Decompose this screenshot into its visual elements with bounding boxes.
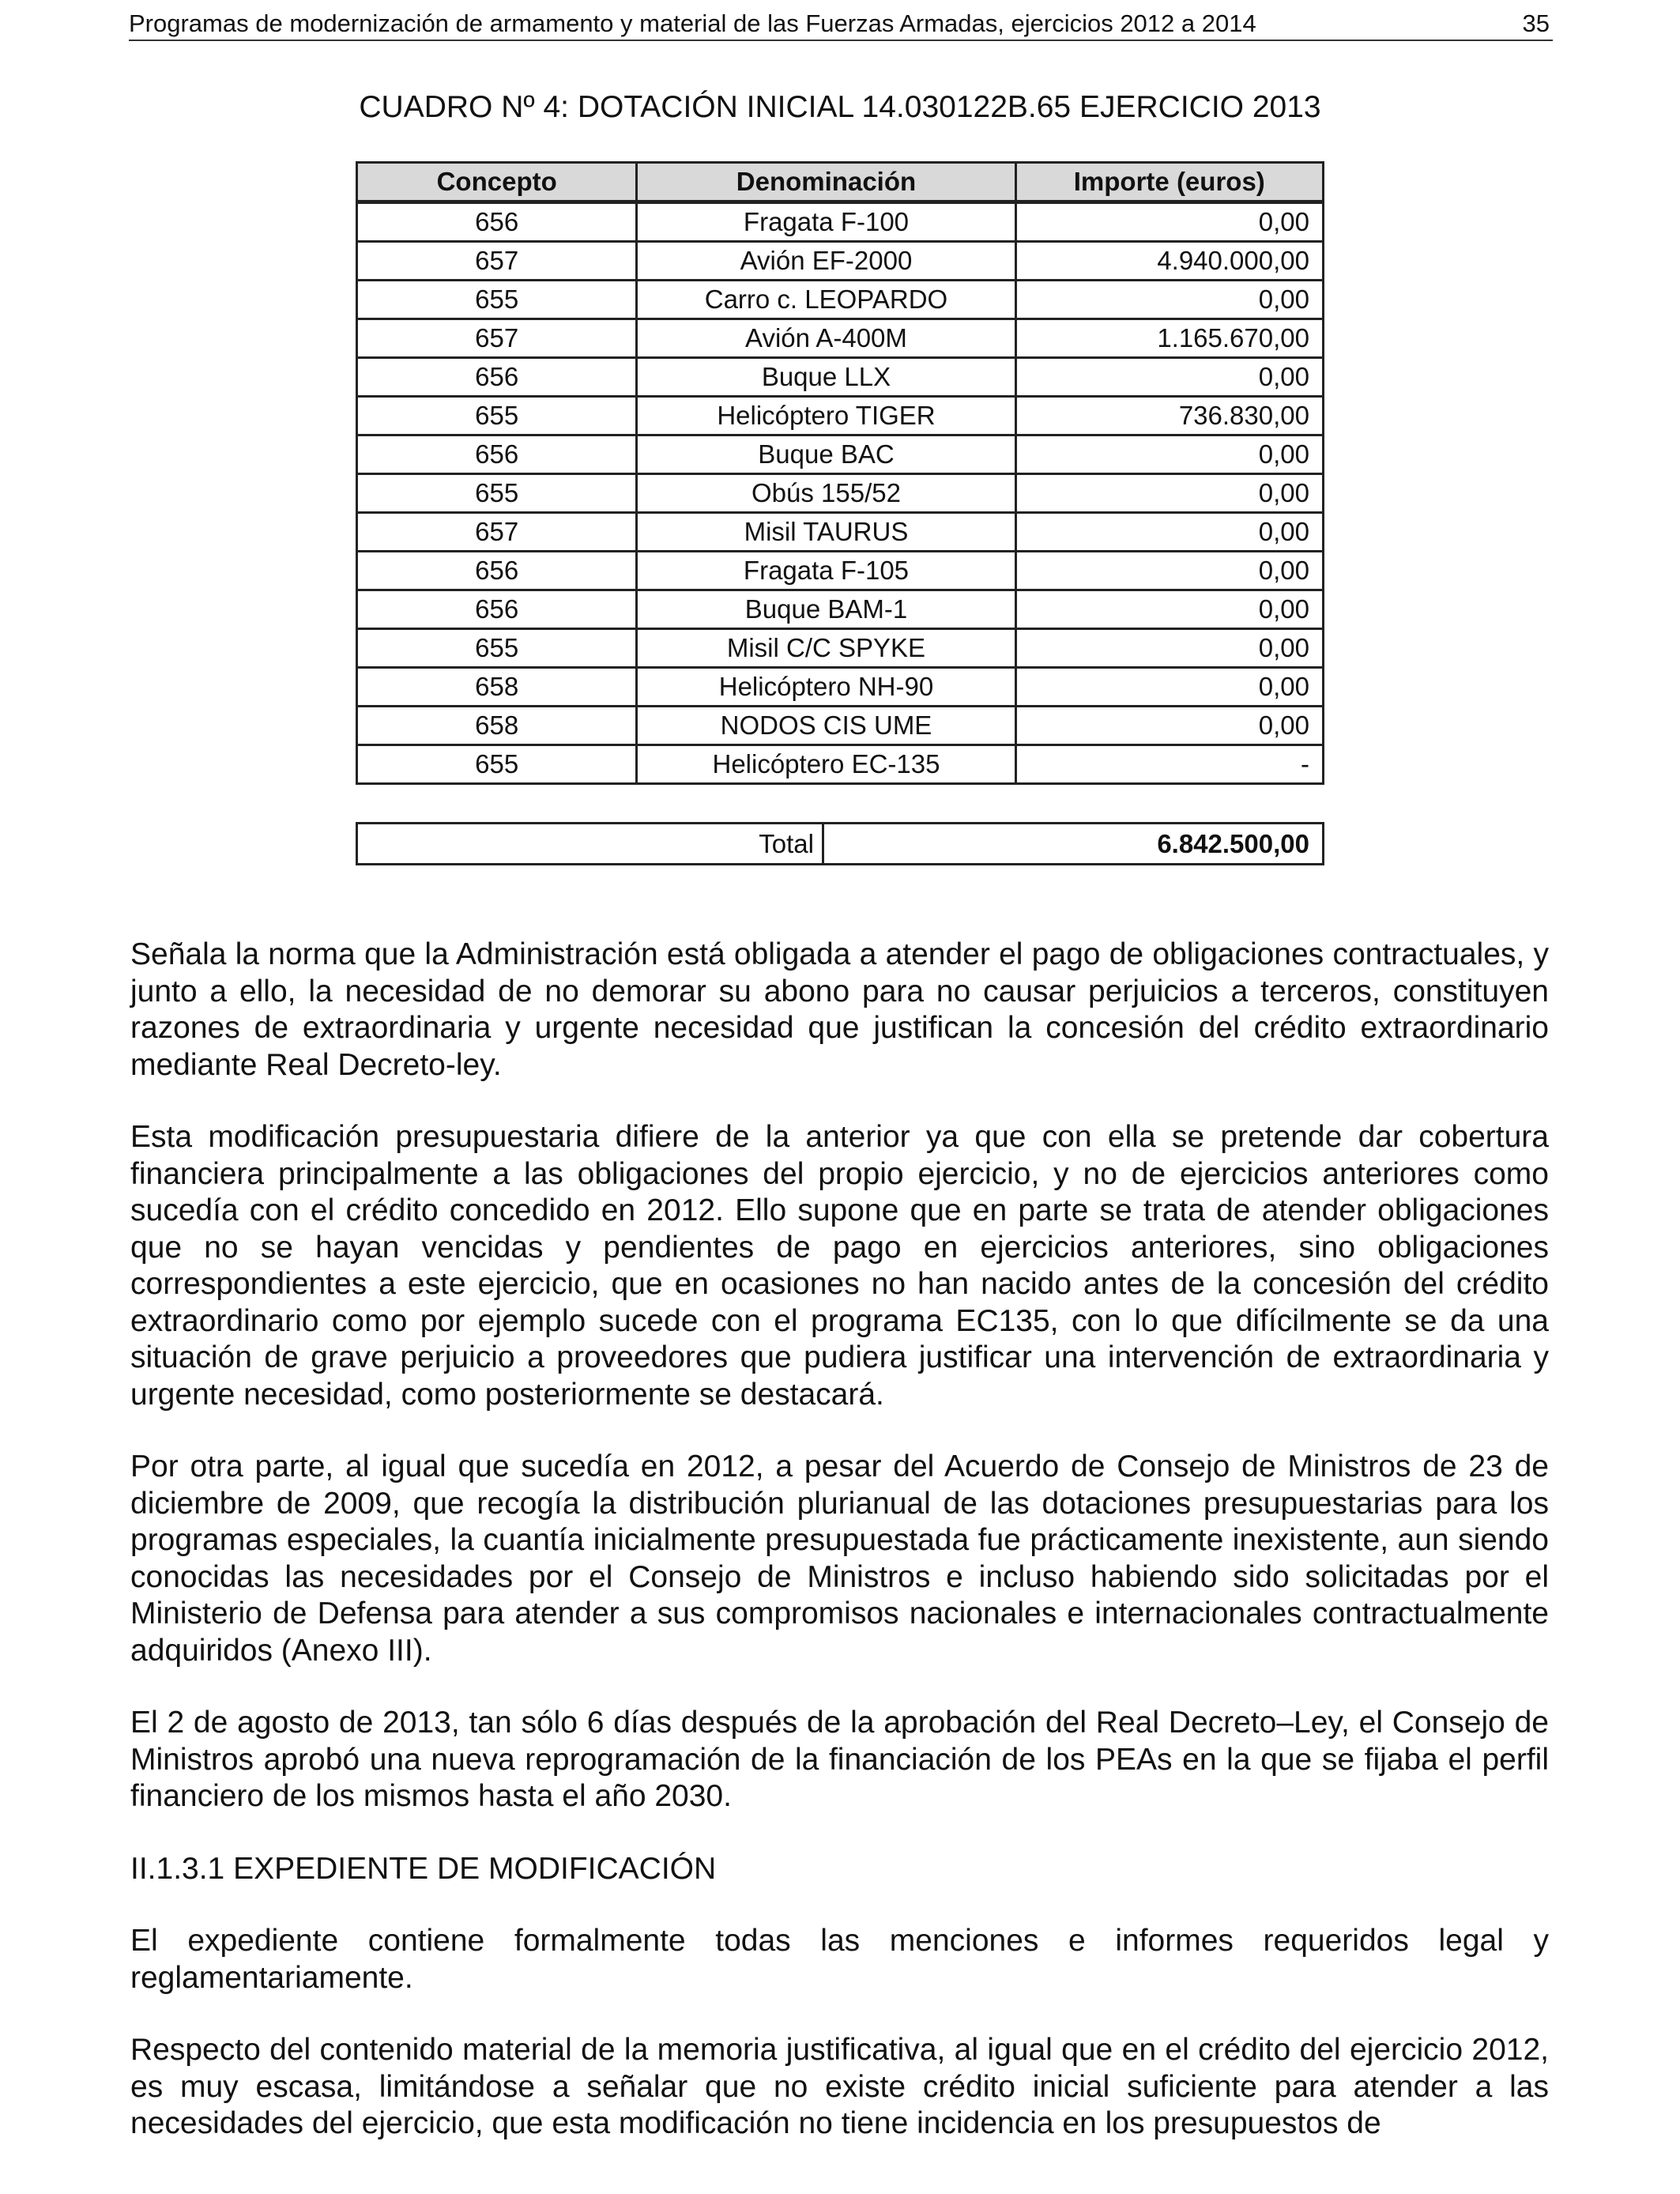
cell-concepto: 657 bbox=[357, 319, 637, 358]
cell-concepto: 656 bbox=[357, 202, 637, 242]
cell-importe: 0,00 bbox=[1015, 629, 1323, 668]
cell-importe: - bbox=[1015, 745, 1323, 784]
cell-importe: 0,00 bbox=[1015, 474, 1323, 513]
cell-denominacion: Helicóptero TIGER bbox=[637, 397, 1015, 435]
page-header bbox=[129, 8, 1553, 41]
header-title: Programas de modernización de armamento y material de las Fuerzas Armadas, ejercicios 2012 a 2014 bbox=[129, 9, 1256, 37]
cell-importe: 0,00 bbox=[1015, 513, 1323, 552]
column-header-importe: Importe (euros) bbox=[1015, 163, 1323, 202]
cell-denominacion: Obús 155/52 bbox=[637, 474, 1015, 513]
table-title: CUADRO Nº 4: DOTACIÓN INICIAL 14.030122B.65 EJERCICIO 2013 bbox=[359, 90, 1321, 124]
cell-concepto: 656 bbox=[357, 552, 637, 590]
total-row bbox=[356, 822, 1324, 865]
cell-denominacion: Buque BAM-1 bbox=[637, 590, 1015, 629]
cell-denominacion: Avión A-400M bbox=[637, 319, 1015, 358]
table-row bbox=[357, 513, 1324, 552]
table-row bbox=[357, 552, 1324, 590]
column-header-concepto: Concepto bbox=[357, 163, 637, 202]
table-row bbox=[357, 397, 1324, 435]
cell-importe: 0,00 bbox=[1015, 202, 1323, 242]
total-label: Total bbox=[358, 824, 824, 863]
cell-concepto: 655 bbox=[357, 474, 637, 513]
cell-denominacion: Misil TAURUS bbox=[637, 513, 1015, 552]
table-row bbox=[357, 281, 1324, 319]
table-row bbox=[357, 358, 1324, 397]
cell-denominacion: Misil C/C SPYKE bbox=[637, 629, 1015, 668]
document-body bbox=[130, 937, 1549, 2178]
cell-denominacion: Helicóptero NH-90 bbox=[637, 668, 1015, 707]
cell-concepto: 656 bbox=[357, 435, 637, 474]
cell-importe: 736.830,00 bbox=[1015, 397, 1323, 435]
cell-importe: 0,00 bbox=[1015, 358, 1323, 397]
cell-importe: 1.165.670,00 bbox=[1015, 319, 1323, 358]
cell-denominacion: NODOS CIS UME bbox=[637, 707, 1015, 745]
cell-denominacion: Buque BAC bbox=[637, 435, 1015, 474]
cell-concepto: 655 bbox=[357, 397, 637, 435]
table-row bbox=[357, 629, 1324, 668]
cell-concepto: 656 bbox=[357, 358, 637, 397]
cell-importe: 0,00 bbox=[1015, 281, 1323, 319]
section-heading: II.1.3.1 EXPEDIENTE DE MODIFICACIÓN bbox=[130, 1851, 717, 1886]
cell-denominacion: Fragata F-105 bbox=[637, 552, 1015, 590]
cell-concepto: 657 bbox=[357, 513, 637, 552]
paragraph: Respecto del contenido material de la memoria justificativa, al igual que en el crédito del ejercicio 2012, es muy escasa, limitándose a señalar que no existe crédito inicial suficiente para atender a las necesidades del ejercicio, que esta modificación no tiene incidencia en los presupuestos de bbox=[130, 2033, 1549, 2140]
table-row bbox=[357, 745, 1324, 784]
cell-concepto: 658 bbox=[357, 707, 637, 745]
table-row bbox=[357, 319, 1324, 358]
table-row bbox=[357, 474, 1324, 513]
total-value: 6.842.500,00 bbox=[1157, 829, 1309, 858]
cell-denominacion: Buque LLX bbox=[637, 358, 1015, 397]
cell-denominacion: Helicóptero EC-135 bbox=[637, 745, 1015, 784]
cell-concepto: 655 bbox=[357, 745, 637, 784]
column-header-denominacion: Denominación bbox=[637, 163, 1015, 202]
table-row bbox=[357, 590, 1324, 629]
page-number: 35 bbox=[1522, 9, 1550, 37]
table-row bbox=[357, 202, 1324, 242]
paragraph: El expediente contiene formalmente todas las menciones e informes requeridos legal y reglamentariamente. bbox=[130, 1924, 1549, 1995]
paragraph: Esta modificación presupuestaria difiere de la anterior ya que con ella se pretende dar cobertura financiera principalmente a las obligaciones del propio ejercicio, y no de ejercicios anteriores como sucedía con el crédito concedido en 2012. Ello supone que en parte se trata de atender obligaciones que no se hayan vencidas y pendientes de pago en ejercicios anteriores, sino obligaciones correspondientes a este ejercicio, que en ocasiones no han nacido antes de la concesión del crédito extraordinario como por ejemplo sucede con el programa EC135, con lo que difícilmente se da una situación de grave perjuicio a proveedores que pudiera justificar una intervención de extraordinaria y urgente necesidad, como posteriormente se destacará. bbox=[130, 1120, 1549, 1412]
cell-denominacion: Avión EF-2000 bbox=[637, 242, 1015, 281]
cell-importe: 0,00 bbox=[1015, 552, 1323, 590]
cell-concepto: 657 bbox=[357, 242, 637, 281]
paragraph: El 2 de agosto de 2013, tan sólo 6 días después de la aprobación del Real Decreto–Ley, el Consejo de Ministros aprobó una nueva reprogramación de la financiación de los PEAs en la que se fijaba el perfil financiero de los mismos hasta el año 2030. bbox=[130, 1706, 1549, 1813]
dotacion-table bbox=[356, 161, 1324, 785]
cell-concepto: 655 bbox=[357, 281, 637, 319]
paragraph: Señala la norma que la Administración está obligada a atender el pago de obligaciones contractuales, y junto a ello, la necesidad de no demorar su abono para no causar perjuicios a terceros, constituyen razones de extraordinaria y urgente necesidad que justifican la concesión del crédito extraordinario mediante Real Decreto-ley. bbox=[130, 937, 1549, 1082]
table-row bbox=[357, 242, 1324, 281]
cell-importe: 0,00 bbox=[1015, 435, 1323, 474]
cell-importe: 0,00 bbox=[1015, 668, 1323, 707]
cell-importe: 0,00 bbox=[1015, 707, 1323, 745]
cell-importe: 4.940.000,00 bbox=[1015, 242, 1323, 281]
cell-concepto: 656 bbox=[357, 590, 637, 629]
table-header-row bbox=[357, 163, 1324, 202]
cell-concepto: 655 bbox=[357, 629, 637, 668]
cell-denominacion: Carro c. LEOPARDO bbox=[637, 281, 1015, 319]
cell-denominacion: Fragata F-100 bbox=[637, 202, 1015, 242]
cell-concepto: 658 bbox=[357, 668, 637, 707]
cell-importe: 0,00 bbox=[1015, 590, 1323, 629]
table-row bbox=[357, 668, 1324, 707]
table-row bbox=[357, 707, 1324, 745]
paragraph: Por otra parte, al igual que sucedía en 2012, a pesar del Acuerdo de Consejo de Ministros de 23 de diciembre de 2009, que recogía la distribución plurianual de las dotaciones presupuestarias para los programas especiales, la cuantía inicialmente presupuestada fue prácticamente inexistente, aun siendo conocidas las necesidades por el Consejo de Ministros e incluso habiendo sido solicitadas por el Ministerio de Defensa para atender a sus compromisos nacionales e internacionales contractualmente adquiridos (Anexo III). bbox=[130, 1449, 1549, 1668]
table-row bbox=[357, 435, 1324, 474]
